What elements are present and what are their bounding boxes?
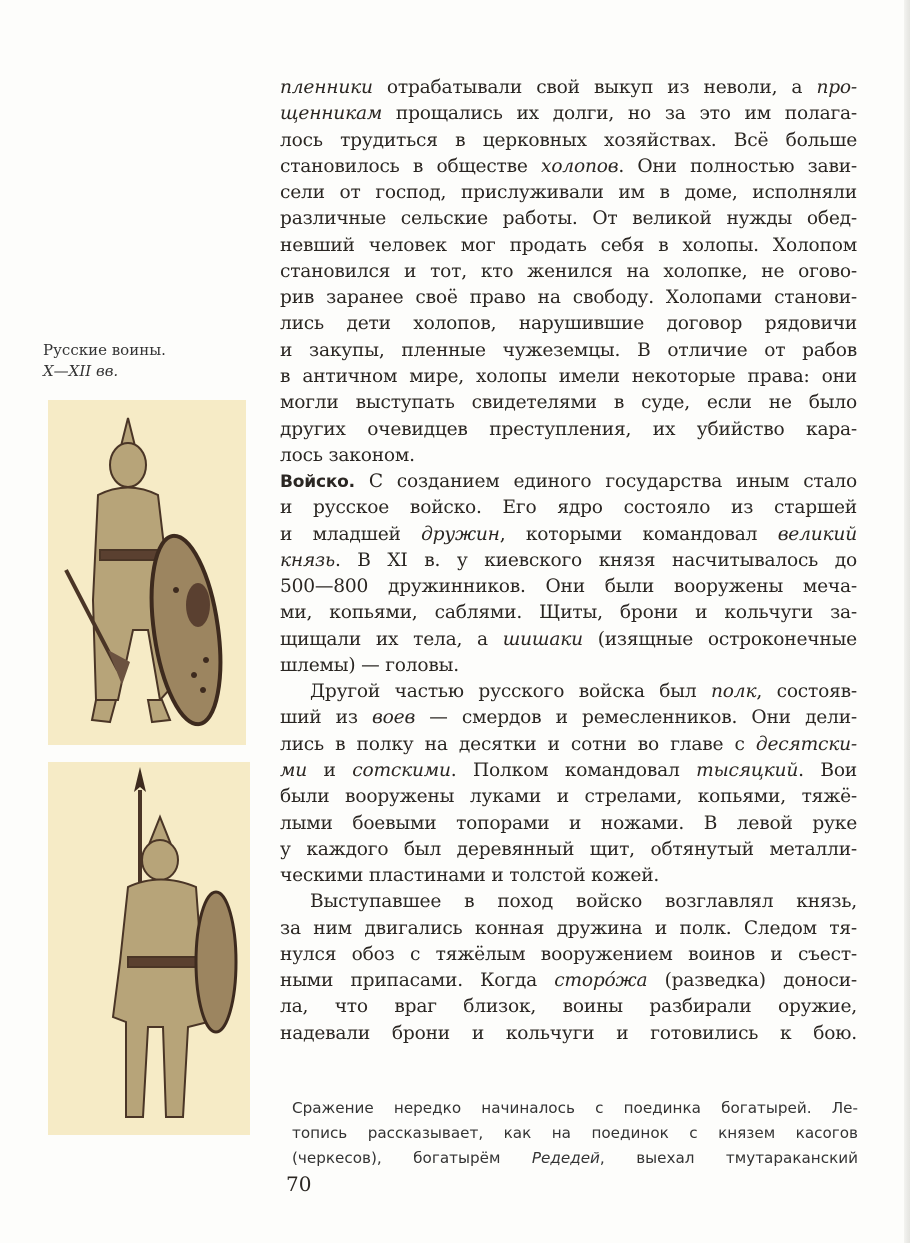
text-run: лись дети холопов, нарушившие договор рядовичи xyxy=(280,313,857,335)
text-line xyxy=(280,864,857,888)
text-line xyxy=(280,1022,857,1046)
italic-term: тысяцкий xyxy=(696,760,799,782)
text-line xyxy=(280,391,857,415)
text-line xyxy=(280,917,857,941)
note-line xyxy=(292,1096,858,1121)
text-run: различные сельские работы. От великой нужды обед- xyxy=(280,208,857,230)
italic-term: воев xyxy=(372,707,416,729)
text-run: нулся обоз с тяжёлым вооружением воинов и съест- xyxy=(280,943,857,965)
text-line xyxy=(280,234,857,258)
text-line xyxy=(280,680,857,704)
text-line xyxy=(280,812,857,836)
text-run: и закупы, пленные чужеземцы. В отличие от рабов xyxy=(280,339,857,361)
text-line xyxy=(280,706,857,730)
italic-term: шишаки xyxy=(502,628,583,650)
italic-term: сотскими xyxy=(352,760,451,782)
text-run: Другой частью русского войска был xyxy=(310,681,712,703)
text-run: — смердов и ремесленников. Они дели- xyxy=(415,707,858,729)
text-run: 500—800 дружинников. Они были вооружены меча- xyxy=(280,576,857,598)
text-run: , выехал тмутараканский xyxy=(599,1149,858,1167)
text-run: Сражение нередко начиналось с поединка богатырей. Ле- xyxy=(292,1099,858,1117)
text-run: невший человек мог продать себя в холопы. Холопом xyxy=(280,234,857,256)
text-line xyxy=(280,207,857,231)
text-run: (черкесов), богатырём xyxy=(292,1149,532,1167)
text-line xyxy=(280,181,857,205)
italic-term: сторо́жа xyxy=(554,970,648,992)
text-line xyxy=(280,470,857,494)
text-line xyxy=(280,312,857,336)
text-run: ными припасами. Когда xyxy=(280,970,555,992)
italic-term: Редедей xyxy=(531,1149,600,1167)
text-line xyxy=(280,260,857,284)
text-run: лыми боевыми топорами и ножами. В левой руке xyxy=(280,812,857,834)
text-run: и xyxy=(307,760,353,782)
italic-term: десятски- xyxy=(755,733,857,755)
text-run: , которыми командовал xyxy=(499,523,778,545)
text-line xyxy=(280,995,857,1019)
text-run: прощались их долги, но за это им полага- xyxy=(382,103,857,125)
text-line xyxy=(280,575,857,599)
text-run: надевали брони и кольчуги и готовились к бою. xyxy=(280,1022,857,1044)
italic-term: щенникам xyxy=(280,103,383,125)
text-run: топись рассказывает, как на поединок с князем касогов xyxy=(292,1124,858,1142)
italic-term: великий xyxy=(777,523,857,545)
text-line xyxy=(280,628,857,652)
text-run: могли выступать свидетелями в суде, если не было xyxy=(280,392,857,414)
text-run: ший из xyxy=(280,707,373,729)
text-run: в античном мире, холопы имели некоторые права: они xyxy=(280,365,857,387)
text-run: лось законом. xyxy=(280,444,415,466)
text-line xyxy=(280,129,857,153)
text-run: ческими пластинами и толстой кожей. xyxy=(280,865,660,887)
text-line xyxy=(280,339,857,363)
text-line xyxy=(280,76,857,100)
text-run: ми, копьями, саблями. Щиты, брони и кольчуги за- xyxy=(280,602,857,624)
note-line xyxy=(292,1146,858,1171)
text-line xyxy=(280,890,857,914)
text-run: Выступавшее в поход войско возглавлял князь, xyxy=(310,891,857,913)
italic-term: полк xyxy=(711,681,757,703)
text-run: . В XI в. у киевского князя насчитывалось до xyxy=(334,549,857,571)
text-run: были вооружены луками и стрелами, копьями, тяжё- xyxy=(280,786,857,808)
text-run: лось трудиться в церковных хозяйствах. Всё больше xyxy=(280,129,857,151)
text-run: щищали их тела, а xyxy=(280,628,503,650)
text-run: шлемы) — головы. xyxy=(280,654,459,676)
text-line xyxy=(280,943,857,967)
section-heading: Войско. xyxy=(280,472,355,493)
text-line xyxy=(280,549,857,573)
text-line xyxy=(280,286,857,310)
note-line xyxy=(292,1121,858,1146)
caption-period: X—XII вв. xyxy=(43,362,119,380)
text-line xyxy=(280,523,857,547)
page-number: 70 xyxy=(286,1172,312,1196)
text-run: . Полком командовал xyxy=(450,760,697,782)
text-run: отрабатывали свой выкуп из неволи, а xyxy=(372,77,817,98)
text-run: других очевидцев преступления, их убийство кара- xyxy=(280,418,857,440)
italic-term: пленники xyxy=(280,77,373,98)
sidebar-note xyxy=(292,1096,858,1171)
text-run: (изящные остроконечные xyxy=(582,628,857,650)
text-run: . Они полностью зави- xyxy=(618,155,857,177)
text-line xyxy=(280,102,857,126)
illustration-warrior-axe xyxy=(48,400,246,745)
italic-term: про- xyxy=(816,77,857,98)
text-line xyxy=(280,496,857,520)
text-line xyxy=(280,365,857,389)
text-line xyxy=(280,759,857,783)
text-run: сели от господ, прислуживали им в доме, исполняли xyxy=(280,182,857,204)
text-run: С созданием единого государства иным стало xyxy=(354,471,857,493)
text-line xyxy=(280,785,857,809)
text-run: рив заранее своё право на свободу. Холопами станови- xyxy=(280,287,857,309)
text-run: и младшей xyxy=(280,523,422,545)
text-run: , состояв- xyxy=(756,681,857,703)
text-line xyxy=(280,418,857,442)
page-edge xyxy=(904,0,910,1243)
italic-term: холопов xyxy=(541,155,619,177)
text-run: и русское войско. Его ядро состояло из старшей xyxy=(280,497,857,519)
italic-term: ми xyxy=(280,760,307,782)
text-run: . Вои xyxy=(798,760,858,782)
caption-title: Русские воины. xyxy=(43,341,166,359)
text-line xyxy=(280,601,857,625)
text-line xyxy=(280,969,857,993)
text-run: лись в полку на десятки и сотни во главе с xyxy=(280,733,756,755)
text-run: (разведка) доноси- xyxy=(647,970,857,992)
text-run: ла, что враг близок, воины разбирали оружие, xyxy=(280,996,857,1018)
illustration-caption xyxy=(43,340,166,382)
text-run: у каждого был деревянный щит, обтянутый металли- xyxy=(280,838,857,860)
text-line xyxy=(280,444,857,468)
text-run: становился и тот, кто женился на холопке, не огово- xyxy=(280,260,857,282)
text-line xyxy=(280,838,857,862)
text-line xyxy=(280,654,857,678)
illustration-warrior-spear xyxy=(48,762,250,1135)
italic-term: князь xyxy=(280,549,335,571)
italic-term: дружин xyxy=(421,523,500,545)
text-line xyxy=(280,155,857,179)
text-run: становилось в обществе xyxy=(280,155,542,177)
text-run: за ним двигались конная дружина и полк. Следом тя- xyxy=(280,917,857,939)
text-line xyxy=(280,733,857,757)
